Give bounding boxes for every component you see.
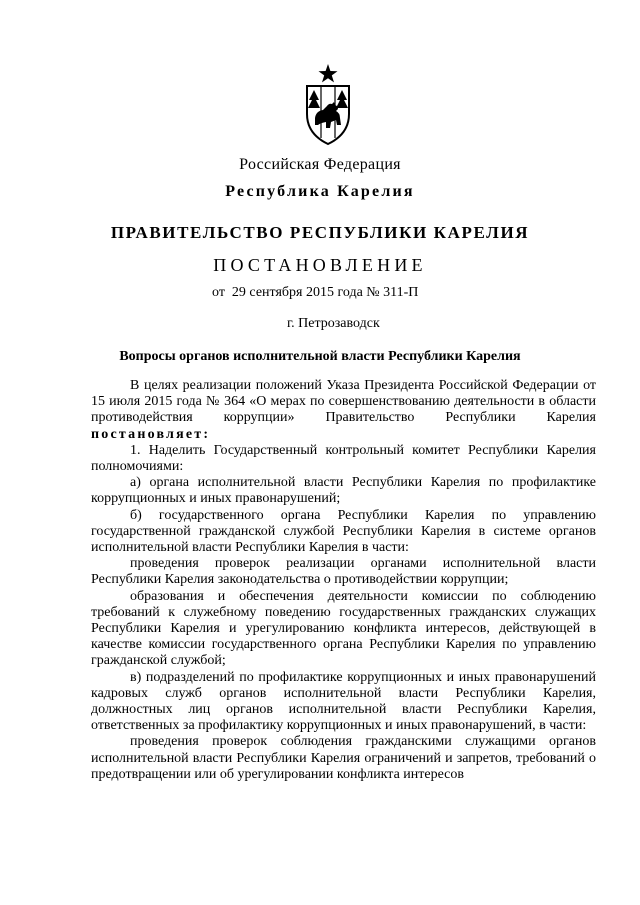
- document-type: ПОСТАНОВЛЕНИЕ: [213, 255, 427, 275]
- body-paragraph: 1. Наделить Государственный контрольный комитет Республики Карелия полномочиями:: [91, 442, 596, 475]
- star-icon: [319, 64, 338, 82]
- body-paragraph: а) органа исполнительной власти Республики Карелия по профилактике коррупционных и иных правонарушений;: [91, 475, 596, 507]
- date-number-line: от 29 сентября 2015 года № 311-П: [212, 285, 419, 300]
- body-paragraph: проведения проверок соблюдения гражданскими служащими органов исполнительной власти Республики Карелия ограничений и запретов, требований о предотвращении или об урегулировании конфликта интересов: [91, 734, 596, 782]
- republic-name: Республика Карелия: [225, 183, 415, 200]
- intro-paragraph: [91, 378, 596, 443]
- government-title: ПРАВИТЕЛЬСТВО РЕСПУБЛИКИ КАРЕЛИЯ: [110, 223, 530, 242]
- decree-verb: постановляет:: [91, 426, 211, 442]
- intro-text: В целях реализации положений Указа Президента Российской Федерации от 15 июля 2015 года № 364 «О мерах по совершенствованию деятельности в области противодействия коррупции» Правительство Республики Карелия: [91, 378, 596, 426]
- body-paragraph: б) государственного органа Республики Карелия по управлению государственной гражданской службой Республики Карелия в системе органов исполнительной власти Республики Карелия в части:: [91, 507, 596, 556]
- document-body: [91, 378, 596, 783]
- country-name: Российская Федерация: [239, 156, 401, 173]
- document-heading: Вопросы органов исполнительной власти Республики Карелия: [119, 349, 521, 364]
- city-line: г. Петрозаводск: [287, 316, 380, 331]
- body-paragraph: образования и обеспечения деятельности комиссии по соблюдению требований к служебному поведению государственных гражданских служащих Республики Карелия и урегулированию конфликта интересов, действующей в качестве комиссии государственного органа Республики Карелия по управлению гражданской службой;: [91, 588, 596, 669]
- body-paragraph: проведения проверок реализации органами исполнительной власти Республики Карелия законодательства о противодействии коррупции;: [91, 556, 596, 588]
- body-paragraph: в) подразделений по профилактике коррупционных и иных правонарушений кадровых служб органов исполнительной власти Республики Карелия, должностных лиц органов исполнительной власти Республики Карелия, ответственных за профилактику коррупционных и иных правонарушений, в части:: [91, 669, 596, 734]
- coat-of-arms-emblem: [300, 62, 356, 146]
